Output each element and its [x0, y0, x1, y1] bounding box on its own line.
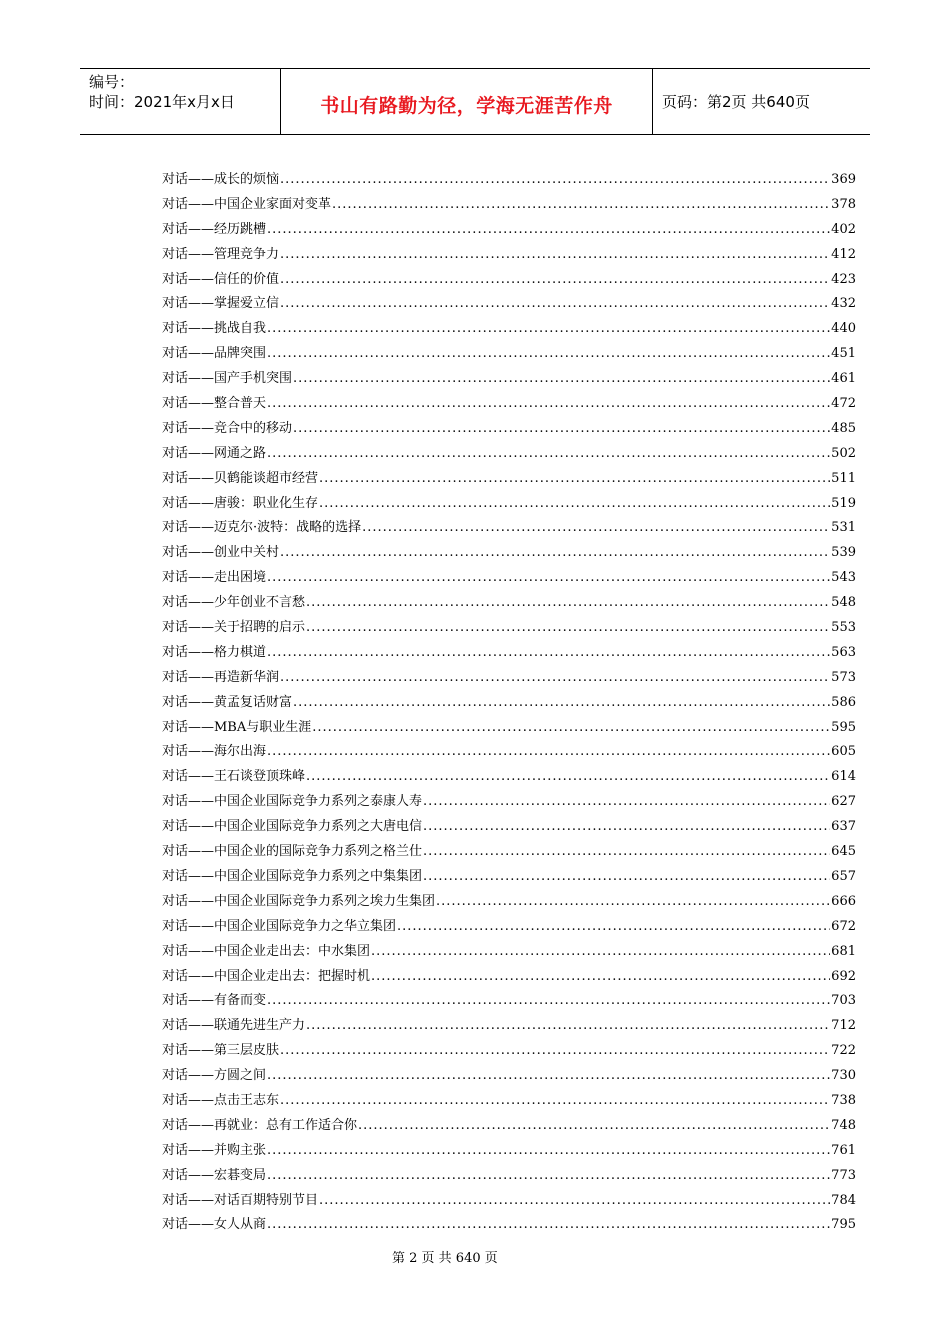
toc-entry[interactable] [162, 915, 856, 940]
toc-entry-page: 645 [831, 844, 856, 860]
toc-entry-title: 对话——第三层皮肤 [162, 1043, 280, 1059]
toc-entry-title: 对话——经历跳槽 [162, 221, 267, 237]
toc-entry-page: 485 [831, 420, 856, 436]
toc-dot-leader [267, 989, 830, 1014]
toc-entry[interactable] [162, 541, 856, 566]
toc-entry-title: 对话——贝鹤能谈超市经营 [162, 470, 319, 486]
toc-entry-title: 对话——唐骏：职业化生存 [162, 495, 319, 511]
toc-entry-page: 511 [831, 470, 856, 486]
toc-entry-title: 对话——黄孟复话财富 [162, 694, 293, 710]
toc-dot-leader [423, 790, 830, 815]
toc-entry-title: 对话——对话百期特别节目 [162, 1192, 319, 1208]
toc-entry[interactable] [162, 765, 856, 790]
toc-dot-leader [312, 716, 830, 741]
toc-entry[interactable] [162, 417, 856, 442]
toc-entry-title: 对话——管理竞争力 [162, 246, 280, 262]
toc-entry[interactable] [162, 940, 856, 965]
toc-entry-title: 对话——中国企业走出去：中水集团 [162, 943, 371, 959]
header-info-cell [80, 69, 281, 134]
toc-entry-page: 637 [831, 819, 856, 835]
toc-entry[interactable] [162, 890, 856, 915]
toc-entry-title: 对话——品牌突围 [162, 346, 267, 362]
toc-dot-leader [306, 616, 830, 641]
toc-entry[interactable] [162, 342, 856, 367]
toc-entry-page: 378 [831, 196, 856, 212]
toc-entry-page: 432 [831, 296, 856, 312]
toc-entry-title: 对话——中国企业的国际竞争力系列之格兰仕 [162, 844, 423, 860]
toc-entry[interactable] [162, 1164, 856, 1189]
toc-entry[interactable] [162, 790, 856, 815]
toc-entry-page: 681 [831, 943, 856, 959]
toc-entry[interactable] [162, 989, 856, 1014]
page-footer [0, 1247, 950, 1266]
toc-entry[interactable] [162, 516, 856, 541]
toc-entry-page: 548 [831, 595, 856, 611]
toc-entry[interactable] [162, 1189, 856, 1214]
toc-entry-title: 对话——中国企业国际竞争力系列之中集集团 [162, 868, 423, 884]
toc-entry-page: 692 [831, 968, 856, 984]
toc-dot-leader [280, 541, 830, 566]
toc-entry-title: 对话——走出困境 [162, 570, 267, 586]
toc-entry[interactable] [162, 1114, 856, 1139]
toc-entry-title: 对话——竞合中的移动 [162, 420, 293, 436]
toc-entry-page: 703 [831, 993, 856, 1009]
toc-entry[interactable] [162, 641, 856, 666]
toc-dot-leader [332, 193, 830, 218]
toc-entry-title: 对话——关于招聘的启示 [162, 620, 306, 636]
toc-entry-title: 对话——再造新华润 [162, 669, 280, 685]
table-of-contents [162, 168, 856, 1238]
header-motto: 书山有路勤为径，学海无涯苦作舟 [281, 69, 653, 134]
toc-entry-page: 369 [831, 172, 856, 187]
toc-dot-leader [371, 940, 830, 965]
toc-entry-page: 586 [831, 694, 856, 710]
toc-entry-page: 402 [831, 221, 856, 237]
toc-dot-leader [371, 965, 830, 990]
toc-entry-title: 对话——中国企业国际竞争力系列之泰康人寿 [162, 794, 423, 810]
toc-entry-page: 472 [831, 396, 856, 412]
toc-entry-page: 563 [831, 644, 856, 660]
toc-entry[interactable] [162, 1139, 856, 1164]
toc-entry[interactable] [162, 566, 856, 591]
toc-entry[interactable] [162, 193, 856, 218]
toc-entry-title: 对话——海尔出海 [162, 744, 267, 760]
toc-entry-title: 对话——迈克尔·波特：战略的选择 [162, 520, 362, 536]
toc-dot-leader [280, 292, 830, 317]
toc-entry-title: 对话——挑战自我 [162, 321, 267, 337]
toc-dot-leader [362, 516, 830, 541]
toc-entry-title: 对话——国产手机突围 [162, 371, 293, 387]
toc-dot-leader [280, 268, 830, 293]
toc-dot-leader [267, 1064, 830, 1089]
toc-entry-page: 722 [831, 1043, 856, 1059]
toc-entry-title: 对话——中国企业国际竞争力系列之大唐电信 [162, 819, 423, 835]
toc-entry-page: 657 [831, 868, 856, 884]
toc-entry-page: 672 [831, 918, 856, 934]
toc-entry-page: 627 [831, 794, 856, 810]
toc-entry[interactable] [162, 292, 856, 317]
toc-entry-page: 795 [831, 1217, 856, 1233]
toc-entry-title: 对话——点击王志东 [162, 1092, 280, 1108]
toc-dot-leader [267, 317, 830, 342]
toc-entry-page: 519 [831, 495, 856, 511]
toc-entry-title: 对话——格力棋道 [162, 644, 267, 660]
toc-entry-title: 对话——中国企业国际竞争力之华立集团 [162, 918, 397, 934]
toc-entry-page: 531 [831, 520, 856, 536]
toc-dot-leader [436, 890, 830, 915]
toc-entry-title: 对话——信任的价值 [162, 271, 280, 287]
toc-dot-leader [267, 740, 830, 765]
footer-page-number: 第 2 页 共 640 页 [392, 1251, 498, 1266]
toc-entry[interactable] [162, 1213, 856, 1238]
header-page-info: 页码：第2页 共640页 [662, 93, 810, 111]
toc-dot-leader [358, 1114, 830, 1139]
date-line: 时间：2021年x月x日 [89, 93, 235, 111]
toc-entry-page: 784 [831, 1192, 856, 1208]
toc-entry-title: 对话——少年创业不言愁 [162, 595, 306, 611]
toc-dot-leader [306, 765, 830, 790]
toc-entry[interactable] [162, 317, 856, 342]
toc-dot-leader [280, 243, 830, 268]
toc-entry[interactable] [162, 591, 856, 616]
toc-dot-leader [280, 666, 830, 691]
toc-entry[interactable] [162, 666, 856, 691]
toc-entry-page: 451 [831, 346, 856, 362]
toc-entry-title: 对话——整合普天 [162, 396, 267, 412]
toc-entry-page: 761 [831, 1142, 856, 1158]
toc-entry[interactable] [162, 1039, 856, 1064]
toc-entry-page: 730 [831, 1068, 856, 1084]
toc-entry-page: 712 [831, 1018, 856, 1034]
toc-entry-page: 605 [831, 744, 856, 760]
toc-entry-page: 553 [831, 620, 856, 636]
serial-label: 编号： [89, 73, 135, 91]
toc-entry[interactable] [162, 492, 856, 517]
toc-entry[interactable] [162, 392, 856, 417]
toc-entry[interactable] [162, 367, 856, 392]
toc-entry-title: 对话——有备而变 [162, 993, 267, 1009]
toc-entry[interactable] [162, 1064, 856, 1089]
toc-dot-leader [267, 1213, 830, 1238]
toc-entry-page: 502 [831, 445, 856, 461]
toc-entry[interactable] [162, 442, 856, 467]
toc-entry[interactable] [162, 691, 856, 716]
toc-entry-page: 595 [831, 719, 856, 735]
toc-dot-leader [267, 641, 830, 666]
toc-entry[interactable] [162, 1014, 856, 1039]
toc-entry[interactable] [162, 740, 856, 765]
toc-entry-title: 对话——王石谈登顶珠峰 [162, 769, 306, 785]
toc-entry-title: 对话——成长的烦恼 [162, 172, 280, 187]
toc-entry-page: 423 [831, 271, 856, 287]
toc-dot-leader [267, 392, 830, 417]
toc-dot-leader [267, 566, 830, 591]
toc-entry-page: 748 [831, 1117, 856, 1133]
toc-entry-page: 543 [831, 570, 856, 586]
toc-dot-leader [267, 442, 830, 467]
toc-entry-title: 对话——女人从商 [162, 1217, 267, 1233]
toc-entry-title: 对话——方圆之间 [162, 1068, 267, 1084]
toc-dot-leader [267, 1164, 830, 1189]
toc-entry-title: 对话——并购主张 [162, 1142, 267, 1158]
toc-entry-title: 对话——宏碁变局 [162, 1167, 267, 1183]
toc-dot-leader [319, 492, 830, 517]
page-header [80, 68, 870, 135]
toc-dot-leader [280, 168, 830, 193]
toc-dot-leader [319, 1189, 830, 1214]
toc-entry-page: 539 [831, 545, 856, 561]
toc-entry-page: 440 [831, 321, 856, 337]
toc-entry[interactable] [162, 467, 856, 492]
toc-entry-title: 对话——MBA与职业生涯 [162, 719, 312, 735]
toc-dot-leader [319, 467, 830, 492]
toc-dot-leader [280, 1089, 830, 1114]
toc-dot-leader [280, 1039, 830, 1064]
toc-entry[interactable] [162, 1089, 856, 1114]
toc-entry[interactable] [162, 616, 856, 641]
toc-entry-page: 412 [831, 246, 856, 262]
toc-dot-leader [306, 1014, 830, 1039]
toc-entry[interactable] [162, 840, 856, 865]
toc-entry[interactable] [162, 243, 856, 268]
toc-entry[interactable] [162, 218, 856, 243]
toc-entry[interactable] [162, 865, 856, 890]
toc-entry[interactable] [162, 965, 856, 990]
toc-entry-page: 461 [831, 371, 856, 387]
toc-entry-page: 573 [831, 669, 856, 685]
toc-dot-leader [423, 865, 830, 890]
toc-dot-leader [267, 342, 830, 367]
toc-entry[interactable] [162, 268, 856, 293]
toc-dot-leader [293, 417, 830, 442]
toc-dot-leader [267, 1139, 830, 1164]
toc-entry[interactable] [162, 815, 856, 840]
toc-dot-leader [423, 840, 830, 865]
toc-entry-title: 对话——创业中关村 [162, 545, 280, 561]
toc-entry-title: 对话——联通先进生产力 [162, 1018, 306, 1034]
toc-entry-page: 773 [831, 1167, 856, 1183]
toc-dot-leader [267, 218, 830, 243]
toc-entry-page: 666 [831, 893, 856, 909]
toc-entry[interactable] [162, 168, 856, 193]
toc-dot-leader [293, 367, 830, 392]
toc-dot-leader [293, 691, 830, 716]
toc-entry[interactable] [162, 716, 856, 741]
toc-entry-page: 738 [831, 1092, 856, 1108]
toc-entry-title: 对话——掌握爱立信 [162, 296, 280, 312]
toc-dot-leader [306, 591, 830, 616]
toc-entry-title: 对话——再就业：总有工作适合你 [162, 1117, 358, 1133]
toc-dot-leader [423, 815, 830, 840]
toc-entry-title: 对话——网通之路 [162, 445, 267, 461]
toc-entry-title: 对话——中国企业走出去：把握时机 [162, 968, 371, 984]
toc-entry-title: 对话——中国企业国际竞争力系列之埃力生集团 [162, 893, 436, 909]
toc-dot-leader [397, 915, 830, 940]
toc-entry-title: 对话——中国企业家面对变革 [162, 196, 332, 212]
toc-entry-page: 614 [831, 769, 856, 785]
